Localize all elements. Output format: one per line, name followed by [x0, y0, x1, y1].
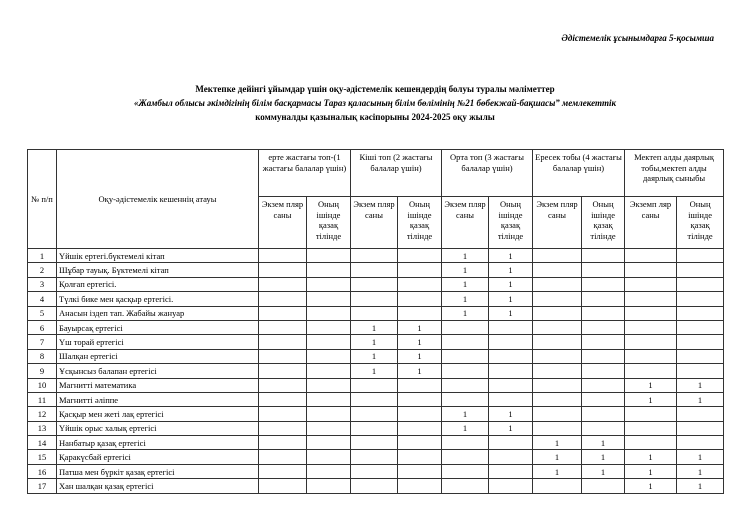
- col-header-name: Оқу-әдістемелік кешеннің атауы: [57, 150, 259, 249]
- subheader-kazakh: Оның ішінде қазақ тілінде: [677, 197, 724, 249]
- cell-kazakh: [307, 378, 351, 392]
- cell-copies: [351, 392, 398, 406]
- row-number: 6: [28, 320, 57, 334]
- table-row: [28, 479, 724, 493]
- row-title: Анасын іздеп тап. Жабайы жануар: [57, 306, 259, 320]
- cell-kazakh: [307, 349, 351, 363]
- cell-kazakh: [307, 292, 351, 306]
- cell-copies: [351, 407, 398, 421]
- table-row: [28, 320, 724, 334]
- cell-kazakh: [677, 407, 724, 421]
- row-number: 4: [28, 292, 57, 306]
- cell-copies: [259, 364, 307, 378]
- cell-copies: [259, 421, 307, 435]
- cell-copies: [533, 320, 582, 334]
- row-number: 12: [28, 407, 57, 421]
- row-title: Қасқыр мен жеті лақ ертегісі: [57, 407, 259, 421]
- subheader-kazakh: Оның ішінде қазақ тілінде: [489, 197, 533, 249]
- cell-copies: [442, 392, 489, 406]
- cell-kazakh: [582, 249, 625, 263]
- cell-copies: [259, 277, 307, 291]
- cell-copies: [533, 349, 582, 363]
- cell-kazakh: [307, 306, 351, 320]
- cell-copies: [351, 378, 398, 392]
- cell-copies: [259, 436, 307, 450]
- cell-copies: 1: [351, 320, 398, 334]
- cell-copies: [259, 349, 307, 363]
- cell-kazakh: [677, 292, 724, 306]
- row-title: Хан шалқан қазақ ертегісі: [57, 479, 259, 493]
- title-line-3: коммуналды қазыналық кәсіпорыны 2024-2025 оқу жылы: [255, 112, 495, 122]
- cell-copies: [351, 450, 398, 464]
- cell-kazakh: [582, 421, 625, 435]
- cell-copies: 1: [442, 263, 489, 277]
- cell-kazakh: [398, 421, 442, 435]
- cell-kazakh: [582, 335, 625, 349]
- cell-kazakh: 1: [677, 479, 724, 493]
- cell-kazakh: [398, 450, 442, 464]
- cell-kazakh: [677, 263, 724, 277]
- cell-kazakh: [677, 306, 724, 320]
- cell-copies: 1: [625, 450, 677, 464]
- annex-label: Әдістемелік ұсынымдарға 5-қосымша: [561, 33, 714, 43]
- cell-kazakh: [307, 364, 351, 378]
- cell-copies: [442, 335, 489, 349]
- cell-kazakh: [398, 277, 442, 291]
- cell-kazakh: [677, 249, 724, 263]
- title-line-2: «Жамбыл облысы әкімдігінің білім басқармасы Тараз қаласының білім бөлімінің №21 бөбекжай-бақшасы” мемлекеттік: [133, 98, 617, 108]
- cell-kazakh: [307, 320, 351, 334]
- cell-copies: [259, 263, 307, 277]
- cell-kazakh: 1: [677, 450, 724, 464]
- subheader-kazakh: Оның ішінде қазақ тілінде: [307, 197, 351, 249]
- cell-copies: [533, 421, 582, 435]
- cell-kazakh: [398, 249, 442, 263]
- cell-kazakh: [398, 436, 442, 450]
- cell-kazakh: [398, 292, 442, 306]
- cell-copies: 1: [442, 292, 489, 306]
- table-body: [28, 249, 724, 494]
- row-number: 9: [28, 364, 57, 378]
- subheader-copies: Экзем пляр саны: [259, 197, 307, 249]
- cell-kazakh: 1: [398, 335, 442, 349]
- cell-copies: [442, 378, 489, 392]
- cell-copies: [533, 263, 582, 277]
- cell-copies: [351, 292, 398, 306]
- cell-kazakh: [677, 349, 724, 363]
- cell-kazakh: [307, 249, 351, 263]
- cell-kazakh: [677, 320, 724, 334]
- cell-copies: [351, 277, 398, 291]
- row-title: Шалқан ертегісі: [57, 349, 259, 363]
- cell-copies: [351, 421, 398, 435]
- cell-kazakh: 1: [398, 349, 442, 363]
- subheader-copies: Экзем пляр саны: [533, 197, 582, 249]
- title-line-1: Мектепке дейінгі ұйымдар үшін оқу-әдістемелік кешендердің болуы туралы мәліметтер: [195, 84, 555, 94]
- group-header: Кіші топ (2 жастағы балалар үшін): [351, 150, 442, 197]
- cell-copies: 1: [533, 436, 582, 450]
- cell-copies: [625, 249, 677, 263]
- cell-copies: [625, 407, 677, 421]
- cell-copies: [533, 407, 582, 421]
- cell-copies: [259, 464, 307, 478]
- cell-kazakh: [677, 421, 724, 435]
- cell-kazakh: 1: [582, 436, 625, 450]
- row-number: 16: [28, 464, 57, 478]
- cell-kazakh: [307, 450, 351, 464]
- cell-kazakh: [489, 436, 533, 450]
- row-number: 3: [28, 277, 57, 291]
- cell-kazakh: [307, 436, 351, 450]
- row-title: Үйшік ертегі.бүктемелі кітап: [57, 249, 259, 263]
- cell-kazakh: [307, 335, 351, 349]
- cell-copies: [625, 436, 677, 450]
- col-header-number: № п/п: [28, 150, 57, 249]
- cell-kazakh: [582, 263, 625, 277]
- row-title: Бауырсақ ертегісі: [57, 320, 259, 334]
- cell-kazakh: [582, 320, 625, 334]
- cell-copies: [351, 249, 398, 263]
- table-row: [28, 450, 724, 464]
- cell-kazakh: [582, 364, 625, 378]
- cell-copies: [625, 335, 677, 349]
- cell-copies: 1: [442, 306, 489, 320]
- cell-copies: 1: [442, 421, 489, 435]
- cell-kazakh: [398, 306, 442, 320]
- cell-kazakh: [677, 277, 724, 291]
- cell-kazakh: [489, 464, 533, 478]
- cell-copies: 1: [351, 335, 398, 349]
- subheader-copies: Экзем пляр саны: [442, 197, 489, 249]
- cell-kazakh: [307, 277, 351, 291]
- cell-kazakh: [677, 335, 724, 349]
- cell-kazakh: 1: [489, 292, 533, 306]
- cell-kazakh: [489, 450, 533, 464]
- cell-copies: [533, 378, 582, 392]
- cell-copies: [533, 292, 582, 306]
- cell-copies: [625, 306, 677, 320]
- cell-kazakh: [398, 479, 442, 493]
- cell-kazakh: [307, 479, 351, 493]
- table-row: [28, 292, 724, 306]
- cell-kazakh: 1: [582, 450, 625, 464]
- cell-kazakh: [398, 464, 442, 478]
- cell-kazakh: [582, 392, 625, 406]
- cell-kazakh: [307, 407, 351, 421]
- cell-kazakh: [398, 263, 442, 277]
- cell-copies: [351, 263, 398, 277]
- group-header: ерте жастағы топ-(1 жастағы балалар үшін): [259, 150, 351, 197]
- subheader-copies: Экзем пляр саны: [351, 197, 398, 249]
- cell-copies: [625, 320, 677, 334]
- row-number: 17: [28, 479, 57, 493]
- group-header: Мектеп алды даярлық тобы,мектеп алды даярлық сыныбы: [625, 150, 724, 197]
- cell-kazakh: 1: [398, 320, 442, 334]
- cell-copies: [442, 349, 489, 363]
- table-row: [28, 249, 724, 263]
- cell-copies: [259, 292, 307, 306]
- cell-kazakh: [677, 364, 724, 378]
- subheader-kazakh: Оның ішінде қазақ тілінде: [582, 197, 625, 249]
- cell-copies: [351, 306, 398, 320]
- cell-copies: [259, 320, 307, 334]
- table-row: [28, 335, 724, 349]
- cell-kazakh: [398, 378, 442, 392]
- subheader-kazakh: Оның ішінде қазақ тілінде: [398, 197, 442, 249]
- row-title: Қаракүсбай ертегісі: [57, 450, 259, 464]
- table-row: [28, 378, 724, 392]
- cell-kazakh: [489, 364, 533, 378]
- cell-copies: 1: [625, 464, 677, 478]
- materials-table: [27, 149, 724, 494]
- cell-copies: [625, 364, 677, 378]
- cell-copies: [442, 464, 489, 478]
- cell-kazakh: [677, 436, 724, 450]
- cell-copies: [259, 392, 307, 406]
- table-row: [28, 392, 724, 406]
- row-title: Ұсқынсыз балапан ертегісі: [57, 364, 259, 378]
- cell-copies: [533, 479, 582, 493]
- cell-copies: [442, 320, 489, 334]
- table-row: [28, 349, 724, 363]
- cell-kazakh: [582, 292, 625, 306]
- row-number: 7: [28, 335, 57, 349]
- cell-kazakh: [398, 392, 442, 406]
- cell-copies: [442, 436, 489, 450]
- table-row: [28, 436, 724, 450]
- cell-kazakh: [307, 392, 351, 406]
- row-number: 1: [28, 249, 57, 263]
- group-header: Ересек тобы (4 жастағы балалар үшін): [533, 150, 625, 197]
- cell-copies: [259, 306, 307, 320]
- cell-copies: 1: [533, 464, 582, 478]
- cell-copies: [625, 277, 677, 291]
- table-row: [28, 407, 724, 421]
- cell-kazakh: [582, 378, 625, 392]
- row-title: Үш торай ертегісі: [57, 335, 259, 349]
- cell-copies: [351, 436, 398, 450]
- cell-kazakh: [489, 320, 533, 334]
- cell-kazakh: [489, 349, 533, 363]
- cell-kazakh: [582, 479, 625, 493]
- group-header: Орта топ (3 жастағы балалар үшін): [442, 150, 533, 197]
- cell-kazakh: [307, 263, 351, 277]
- cell-copies: [625, 349, 677, 363]
- row-title: Шұбар тауық. Бүктемелі кітап: [57, 263, 259, 277]
- cell-kazakh: [489, 392, 533, 406]
- row-title: Магнитті әліппе: [57, 392, 259, 406]
- row-title: Патша мен бүркіт қазақ ертегісі: [57, 464, 259, 478]
- cell-copies: [351, 464, 398, 478]
- cell-kazakh: [582, 277, 625, 291]
- cell-copies: 1: [442, 249, 489, 263]
- row-title: Түлкі бике мен қасқыр ертегісі.: [57, 292, 259, 306]
- cell-kazakh: [489, 479, 533, 493]
- cell-copies: [259, 249, 307, 263]
- cell-copies: [259, 335, 307, 349]
- cell-copies: 1: [533, 450, 582, 464]
- row-number: 14: [28, 436, 57, 450]
- row-number: 8: [28, 349, 57, 363]
- document-title: [40, 82, 710, 124]
- cell-copies: [351, 479, 398, 493]
- cell-kazakh: [489, 335, 533, 349]
- row-number: 5: [28, 306, 57, 320]
- cell-copies: 1: [625, 479, 677, 493]
- cell-kazakh: [582, 306, 625, 320]
- row-number: 15: [28, 450, 57, 464]
- table-row: [28, 306, 724, 320]
- cell-copies: [259, 407, 307, 421]
- cell-copies: [533, 392, 582, 406]
- subheader-copies: Экземп ляр саны: [625, 197, 677, 249]
- cell-kazakh: 1: [489, 421, 533, 435]
- cell-copies: [533, 277, 582, 291]
- table-row: [28, 464, 724, 478]
- cell-copies: [259, 378, 307, 392]
- cell-copies: 1: [625, 392, 677, 406]
- cell-kazakh: [582, 349, 625, 363]
- cell-kazakh: 1: [677, 378, 724, 392]
- row-number: 11: [28, 392, 57, 406]
- row-number: 13: [28, 421, 57, 435]
- row-number: 10: [28, 378, 57, 392]
- cell-kazakh: [307, 421, 351, 435]
- cell-copies: [442, 479, 489, 493]
- cell-kazakh: 1: [489, 277, 533, 291]
- cell-copies: [442, 364, 489, 378]
- table-row: [28, 364, 724, 378]
- cell-copies: 1: [442, 407, 489, 421]
- cell-copies: [533, 306, 582, 320]
- cell-kazakh: [489, 378, 533, 392]
- cell-copies: [533, 335, 582, 349]
- cell-copies: 1: [625, 378, 677, 392]
- cell-copies: [625, 263, 677, 277]
- cell-copies: [625, 421, 677, 435]
- cell-copies: 1: [351, 364, 398, 378]
- cell-copies: [442, 450, 489, 464]
- cell-kazakh: [398, 407, 442, 421]
- cell-kazakh: 1: [398, 364, 442, 378]
- cell-copies: [259, 479, 307, 493]
- cell-kazakh: 1: [489, 407, 533, 421]
- cell-copies: [259, 450, 307, 464]
- cell-kazakh: 1: [677, 392, 724, 406]
- table-row: [28, 263, 724, 277]
- cell-kazakh: [307, 464, 351, 478]
- cell-kazakh: 1: [677, 464, 724, 478]
- cell-kazakh: 1: [489, 263, 533, 277]
- row-title: Нанбатыр қазақ ертегісі: [57, 436, 259, 450]
- row-title: Үйшік орыс халық ертегісі: [57, 421, 259, 435]
- cell-copies: [625, 292, 677, 306]
- cell-copies: [533, 249, 582, 263]
- row-title: Магнитті математика: [57, 378, 259, 392]
- table-row: [28, 277, 724, 291]
- row-number: 2: [28, 263, 57, 277]
- cell-copies: 1: [442, 277, 489, 291]
- row-title: Қолғап ертегісі.: [57, 277, 259, 291]
- cell-kazakh: 1: [582, 464, 625, 478]
- table-row: [28, 421, 724, 435]
- cell-kazakh: [582, 407, 625, 421]
- cell-kazakh: 1: [489, 306, 533, 320]
- cell-kazakh: 1: [489, 249, 533, 263]
- cell-copies: 1: [351, 349, 398, 363]
- cell-copies: [533, 364, 582, 378]
